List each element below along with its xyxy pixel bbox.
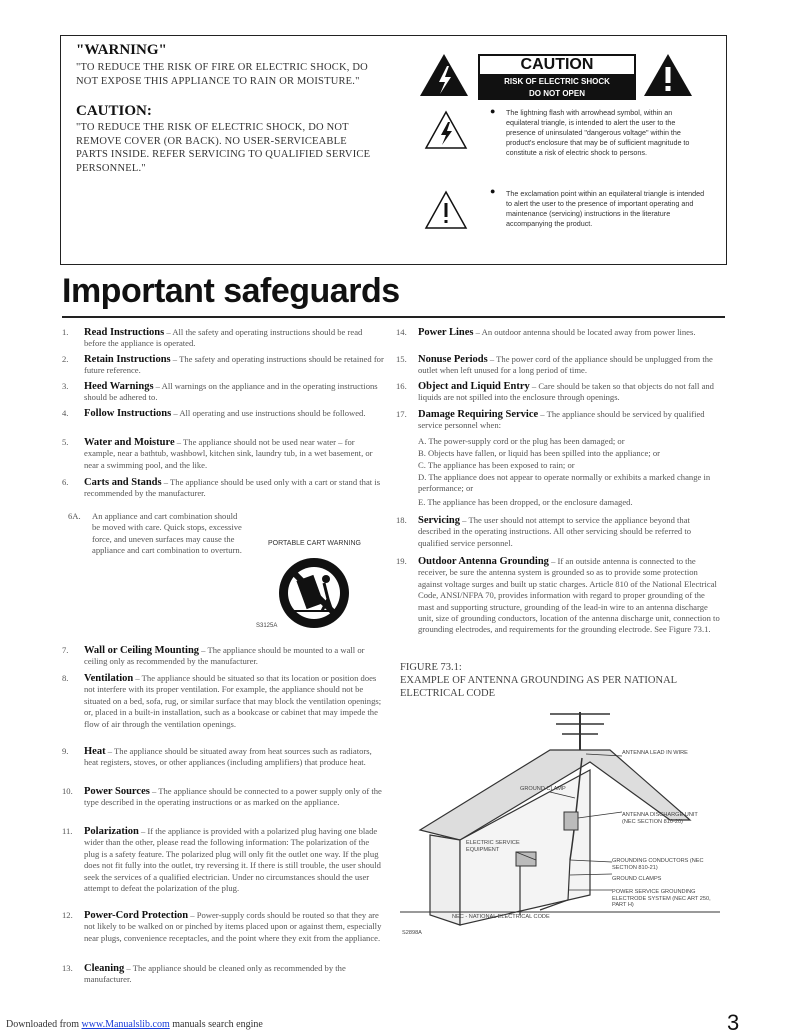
footer bbox=[6, 1019, 263, 1030]
figure-caption bbox=[400, 661, 720, 700]
caution-label-line2: DO NOT OPEN bbox=[478, 88, 636, 100]
caution-title: CAUTION: bbox=[76, 103, 152, 119]
list-subitem: C. The appliance has been exposed to rain; or bbox=[418, 460, 575, 470]
exclamation-symbol-icon bbox=[424, 190, 468, 230]
cart-warning-caption: PORTABLE CART WARNING bbox=[268, 540, 361, 547]
label-ground-clamps: GROUND CLAMPS bbox=[612, 876, 662, 882]
caution-label-main: CAUTION bbox=[478, 54, 636, 76]
figure-number: FIGURE 73.1: bbox=[400, 662, 462, 673]
list-subitem: A. The power-supply cord or the plug has been damaged; or bbox=[418, 436, 625, 446]
list-subitem: E. The appliance has been dropped, or the enclosure damaged. bbox=[418, 497, 633, 507]
list-item: 18. Servicing – The user should not attempt to service the appliance beyond that described in the operating instructions. All other servicing should be referred to qualified service personnel. bbox=[396, 515, 692, 548]
page-number: 3 bbox=[727, 1010, 740, 1035]
list-subitem: D. The appliance does not appear to operate normally or exhibits a marked change in performance; or bbox=[418, 472, 711, 494]
list-item: 6A. An appliance and cart combination should be moved with care. Quick stops, excessive force, and uneven surfaces may cause the appliance and cart combination to overturn. bbox=[68, 511, 242, 556]
list-item: 3. Heed Warnings – All warnings on the appliance and in the operating instructions should be adhered to. bbox=[62, 381, 378, 403]
list-item: 10. Power Sources – The appliance should be connected to a power supply only of the type described in the operating instructions or as marked on the appliance. bbox=[62, 786, 382, 808]
figure-title: EXAMPLE OF ANTENNA GROUNDING AS PER NATIONAL ELECTRICAL CODE bbox=[400, 675, 677, 699]
label-ground-clamp: GROUND CLAMP bbox=[520, 786, 566, 792]
list-item: 15. Nonuse Periods – The power cord of the appliance should be unplugged from the outlet when left unused for a long period of time. bbox=[396, 354, 713, 376]
bullet-icon: ● bbox=[490, 106, 496, 116]
lightning-note: The lightning flash with arrowhead symbol, within an equilateral triangle, is intended to alert the user to the presence of uninsulated "dangerous voltage" within the product's enclosure that may be of sufficient magnitude to constitute a risk of electric shock to persons. bbox=[506, 108, 690, 157]
list-item: 7. Wall or Ceiling Mounting – The appliance should be mounted to a wall or ceiling only as recommended by the manufacturer. bbox=[62, 645, 365, 667]
list-item: 1. Read Instructions – All the safety and operating instructions should be read before the appliance is operated. bbox=[62, 327, 363, 349]
footer-prefix: Downloaded from bbox=[6, 1019, 82, 1030]
list-subitem: B. Objects have fallen, or liquid has been spilled into the appliance; or bbox=[418, 448, 660, 458]
list-item: 11. Polarization – If the appliance is provided with a polarized plug having one blade wider than the other, please read the following information: The polarization of the plug is a safety feature. The polarized plug will only fit the outlet one way. If the plug does not fit fully into the outlet, try reversing it. If there is still trouble, the user should seek the services of a qualified electrician. Under no circumstances should the user attempt to defeat the polarization of the plug. bbox=[62, 826, 381, 894]
page-heading: Important safeguards bbox=[62, 272, 400, 310]
list-item: 17. Damage Requiring Service – The appliance should be serviced by qualified service personnel when: bbox=[396, 409, 705, 431]
label-grounding-conductors: GROUNDING CONDUCTORS (NEC SECTION 810-21) bbox=[612, 858, 704, 871]
heading-rule bbox=[62, 316, 725, 318]
label-nec: NEC - NATIONAL ELECTRICAL CODE bbox=[452, 914, 550, 920]
list-item: 12. Power-Cord Protection – Power-supply cords should be routed so that they are not likely to be walked on or pinched by items placed upon or against them, especially near plugs, convenience receptacles, and the point where they exit from the appliance. bbox=[62, 910, 382, 943]
label-discharge-unit: ANTENNA DISCHARGE UNIT (NEC SECTION 810-20) bbox=[622, 812, 698, 825]
caution-text: "TO REDUCE THE RISK OF ELECTRIC SHOCK, DO NOT REMOVE COVER (OR BACK). NO USER-SERVICEABLE PARTS INSIDE. REFER SERVICING TO QUALIFIED SERVICE PERSONNEL." bbox=[76, 122, 371, 174]
label-grounding-electrode: POWER SERVICE GROUNDING ELECTRODE SYSTEM (NEC ART 250, PART H) bbox=[612, 889, 711, 908]
label-service-equipment: ELECTRIC SERVICE EQUIPMENT bbox=[466, 840, 520, 853]
figure-code: S2898A bbox=[402, 930, 422, 936]
exclamation-note: The exclamation point within an equilateral triangle is intended to alert the user to the presence of important operating and maintenance (servicing) instructions in the literature accompanying the product. bbox=[506, 189, 705, 228]
label-lead-in: ANTENNA LEAD IN WIRE bbox=[622, 750, 688, 756]
list-item: 9. Heat – The appliance should be situated away from heat sources such as radiators, heat registers, stoves, or other appliances (including amplifiers) that produce heat. bbox=[62, 746, 372, 768]
list-item: 6. Carts and Stands – The appliance should be used only with a cart or stand that is recommended by the manufacturer. bbox=[62, 477, 381, 499]
exclamation-triangle-icon bbox=[642, 52, 694, 98]
cart-code: S3125A bbox=[256, 623, 278, 629]
list-item: 4. Follow Instructions – All operating and use instructions should be followed. bbox=[62, 408, 366, 419]
list-item: 14. Power Lines – An outdoor antenna should be located away from power lines. bbox=[396, 327, 696, 338]
lightning-symbol-icon bbox=[424, 110, 468, 150]
list-item: 8. Ventilation – The appliance should be situated so that its location or position does not interfere with its proper ventilation. For example, the appliance should not be situated on a bed, sofa, rug, or similar surface that may block the ventilation openings; or, placed in a built-in installation, such as a bookcase or cabinet that may impede the flow of air through the ventilation openings. bbox=[62, 673, 382, 729]
manualslib-link[interactable]: www.Manualslib.com bbox=[81, 1019, 170, 1030]
list-item: 2. Retain Instructions – The safety and operating instructions should be retained for future reference. bbox=[62, 354, 384, 376]
list-item: 16. Object and Liquid Entry – Care should be taken so that objects do not fall and liquids are not spilled into the enclosure through openings. bbox=[396, 381, 714, 403]
lightning-triangle-icon bbox=[418, 52, 470, 98]
list-item: 5. Water and Moisture – The appliance should not be used near water – for example, near a bathtub, washbowl, kitchen sink, laundry tub, in a wet basement, or near a swimming pool, and the like. bbox=[62, 437, 373, 470]
footer-suffix: manuals search engine bbox=[169, 1019, 263, 1030]
list-item: 19. Outdoor Antenna Grounding – If an outside antenna is connected to the receiver, be sure the antenna system is grounded so as to provide some protection against voltage surges and built up static charges. Article 810 of the National Electrical Code, ANSI/NFPA 70, provides information with regard to proper grounding of the mast and supporting structure, grounding of the lead-in wire to an antenna discharge unit, size of grounding conductors, location of the antenna discharge unit, connection to grounding electrodes, and requirements for the grounding electrode. See Figure 73.1. bbox=[396, 556, 720, 635]
warning-text: "TO REDUCE THE RISK OF FIRE OR ELECTRIC SHOCK, DO NOT EXPOSE THIS APPLIANCE TO RAIN OR MOISTURE." bbox=[76, 62, 368, 87]
caution-label-line1: RISK OF ELECTRIC SHOCK bbox=[478, 76, 636, 88]
caution-label bbox=[478, 54, 636, 96]
list-item: 13. Cleaning – The appliance should be cleaned only as recommended by the manufacturer. bbox=[62, 963, 346, 985]
warning-title: "WARNING" bbox=[76, 42, 167, 58]
bullet-icon: ● bbox=[490, 186, 496, 196]
cart-tipover-icon bbox=[276, 555, 352, 631]
